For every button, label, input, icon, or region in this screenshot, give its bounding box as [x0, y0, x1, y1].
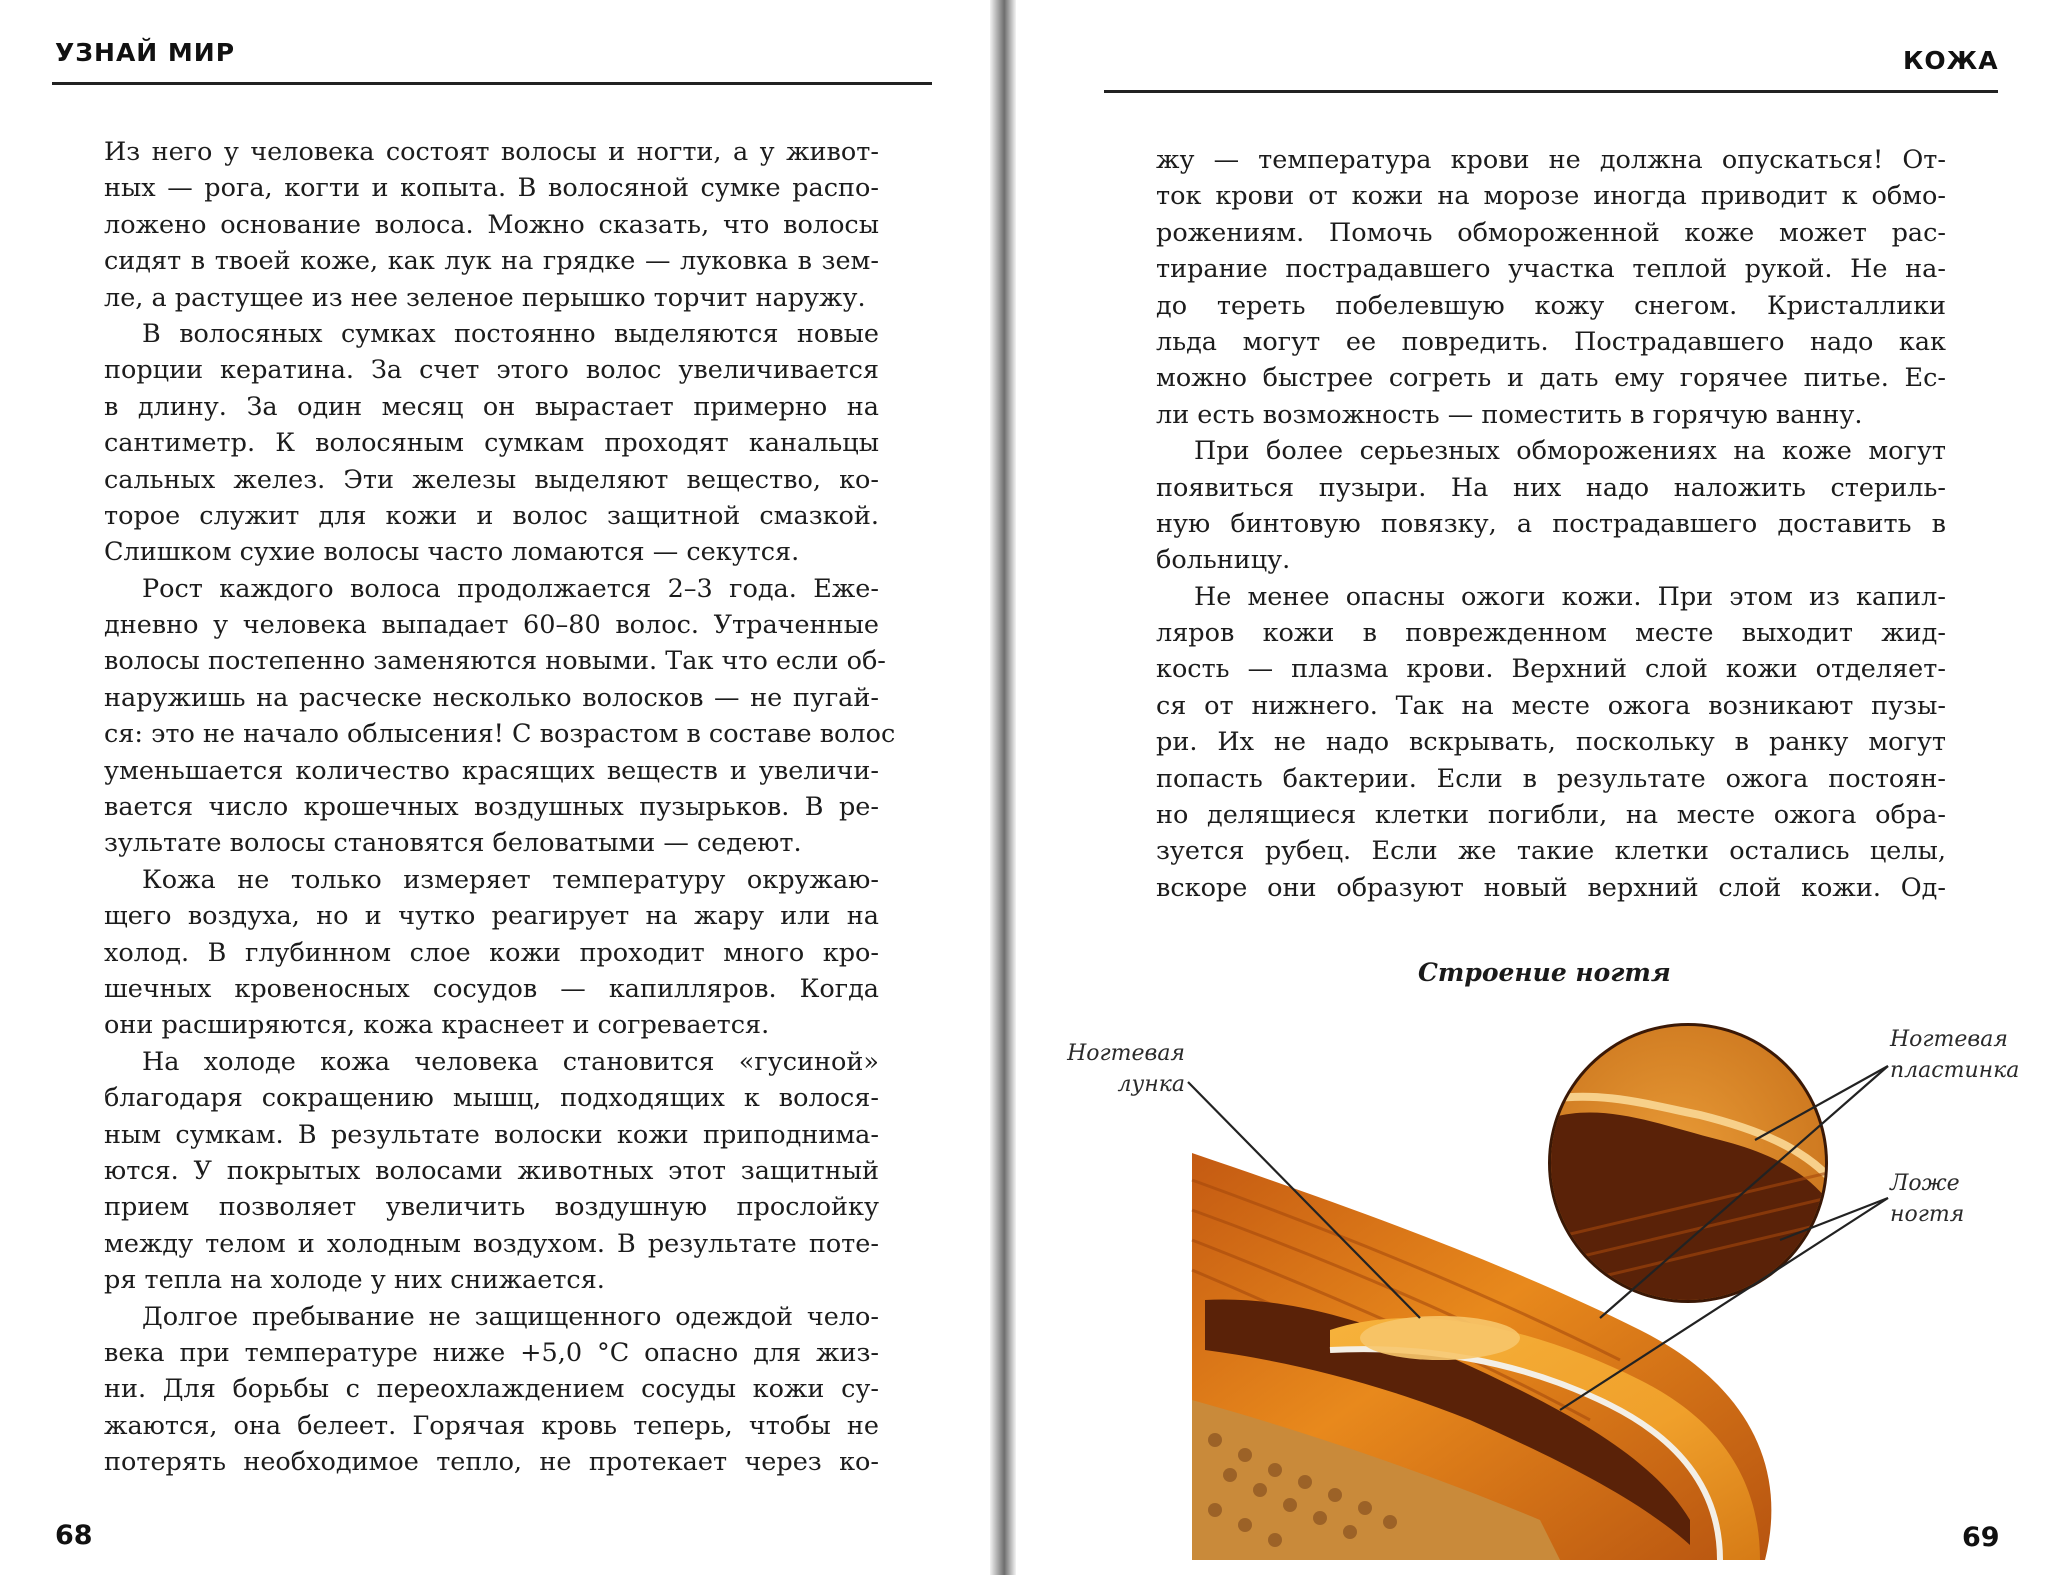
text-line: ются. У покрытых волосами животных этот защитный: [104, 1155, 879, 1186]
text-line: ли есть возможность — поместить в горячую ванну.: [1156, 399, 1863, 430]
text-line: потерять необходимое тепло, не протекает через ко-: [104, 1447, 879, 1478]
text-line: шечных кровеносных сосудов — капилляров. Когда: [104, 973, 879, 1004]
text-line: до тереть побелевшую кожу снегом. Кристаллики: [1156, 290, 1946, 321]
text-line: рожениям. Помочь обмороженной коже может рас-: [1156, 217, 1946, 248]
text-line: льда могут ее повредить. Пострадавшего надо как: [1156, 326, 1946, 357]
left-page: [0, 0, 990, 1575]
running-head-right: КОЖА: [1903, 46, 1999, 75]
nail-structure-illustration: [1055, 1005, 2045, 1570]
text-line: ся от нижнего. Так на месте ожога возникают пузы-: [1156, 690, 1946, 721]
text-line: ни. Для борьбы с переохлаждением сосуды кожи су-: [104, 1374, 879, 1405]
text-line: жаются, она белеет. Горячая кровь теперь, чтобы не: [104, 1410, 879, 1441]
text-line: сидят в твоей коже, как лук на грядке — луковка в зем-: [104, 246, 879, 277]
text-line: века при температуре ниже +5,0 °С опасно для жиз-: [104, 1337, 879, 1368]
text-line: Рост каждого волоса продолжается 2–3 года. Еже-: [142, 573, 879, 604]
label-nail-bed: Ложе ногтя: [1890, 1171, 1965, 1227]
text-line: ным сумкам. В результате волоски кожи приподнима-: [104, 1119, 879, 1150]
text-line: холод. В глубинном слое кожи проходит много кро-: [104, 937, 879, 968]
text-line: Долгое пребывание не защищенного одеждой чело-: [142, 1301, 879, 1332]
page-number-left: 68: [55, 1520, 93, 1551]
label-nail-plate: Ногтевая пластинка: [1890, 1027, 2020, 1083]
text-line: ляров кожи в поврежденном месте выходит жид-: [1156, 618, 1946, 649]
text-line: На холоде кожа человека становится «гусиной»: [142, 1046, 879, 1077]
left-body-text: [104, 134, 896, 1480]
text-line: ся: это не начало облысения! С возрастом в составе волос: [104, 719, 896, 750]
label-nail-lunula: Ногтевая лунка: [1067, 1041, 1185, 1097]
text-line: волосы постепенно заменяются новыми. Так что если об-: [104, 646, 886, 677]
text-line: прием позволяет увеличить воздушную прослойку: [104, 1192, 879, 1223]
text-line: дневно у человека выпадает 60–80 волос. Утраченные: [104, 610, 879, 641]
text-line: Из него у человека состоят волосы и ногти, а у живот-: [104, 137, 879, 167]
text-line: попасть бактерии. Если в результате ожога постоян-: [1156, 763, 1946, 794]
text-line: Кожа не только измеряет температуру окружаю-: [142, 864, 879, 895]
text-line: Слишком сухие волосы часто ломаются — секутся.: [104, 537, 800, 568]
text-line: зуется рубец. Если же такие клетки остались целы,: [1156, 836, 1946, 867]
text-line: При более серьезных обморожениях на коже могут: [1194, 436, 1946, 467]
text-line: тирание пострадавшего участка теплой рукой. Не на-: [1156, 254, 1946, 285]
text-line: кость — плазма крови. Верхний слой кожи отделяет-: [1156, 654, 1946, 685]
text-line: ри. Их не надо вскрывать, поскольку в ранку могут: [1156, 727, 1946, 758]
header-rule-right: [1104, 90, 1998, 93]
text-line: щего воздуха, но и чутко реагирует на жару или на: [104, 901, 879, 932]
text-line: между телом и холодным воздухом. В результате поте-: [104, 1228, 879, 1259]
text-line: вскоре они образуют новый верхний слой кожи. Од-: [1156, 872, 1946, 903]
text-line: можно быстрее согреть и дать ему горячее питье. Ес-: [1156, 363, 1946, 394]
text-line: Не менее опасны ожоги кожи. При этом из капил-: [1194, 581, 1946, 612]
text-line: ную бинтовую повязку, а пострадавшего доставить в: [1156, 508, 1946, 539]
text-line: порции кератина. За счет этого волос увеличивается: [104, 355, 879, 386]
text-line: вается число крошечных воздушных пузырьков. В ре-: [104, 792, 879, 823]
text-line: сантиметр. К волосяным сумкам проходят канальцы: [104, 428, 879, 459]
text-line: больницу.: [1156, 545, 1291, 576]
text-line: жу — температура крови не должна опускаться! От-: [1156, 145, 1946, 175]
text-line: уменьшается количество красящих веществ и увеличи-: [104, 755, 879, 786]
text-line: сальных желез. Эти железы выделяют вещество, ко-: [104, 464, 879, 495]
right-body-text: [1156, 142, 1946, 906]
lunula: [1360, 1316, 1520, 1360]
text-line: В волосяных сумках постоянно выделяются новые: [142, 318, 879, 349]
figure-title: Строение ногтя: [1418, 958, 1671, 987]
running-head-left: УЗНАЙ МИР: [55, 38, 236, 67]
text-line: ложено основание волоса. Можно сказать, что волосы: [104, 209, 879, 240]
text-line: ток крови от кожи на морозе иногда приводит к обмо-: [1156, 181, 1946, 212]
text-line: наружишь на расческе несколько волосков — не пугай-: [104, 682, 879, 713]
text-line: они расширяются, кожа краснеет и согревается.: [104, 1010, 770, 1041]
header-rule-left: [52, 82, 932, 85]
text-line: зультате волосы становятся беловатыми — седеют.: [104, 828, 802, 859]
text-line: но делящиеся клетки погибли, на месте ожога обра-: [1156, 800, 1946, 831]
text-line: торое служит для кожи и волос защитной смазкой.: [104, 500, 879, 531]
book-gutter: [990, 0, 1016, 1575]
text-line: ле, а растущее из нее зеленое перышко торчит наружу.: [104, 282, 866, 313]
text-line: появиться пузыри. На них надо наложить стериль-: [1156, 472, 1946, 503]
text-line: ря тепла на холоде у них снижается.: [104, 1265, 605, 1296]
text-line: ных — рога, когти и копыта. В волосяной сумке распо-: [104, 173, 879, 204]
page-number-right: 69: [1962, 1522, 2000, 1553]
text-line: благодаря сокращению мышц, подходящих к волося-: [104, 1083, 879, 1114]
text-line: в длину. За один месяц он вырастает примерно на: [104, 391, 879, 422]
